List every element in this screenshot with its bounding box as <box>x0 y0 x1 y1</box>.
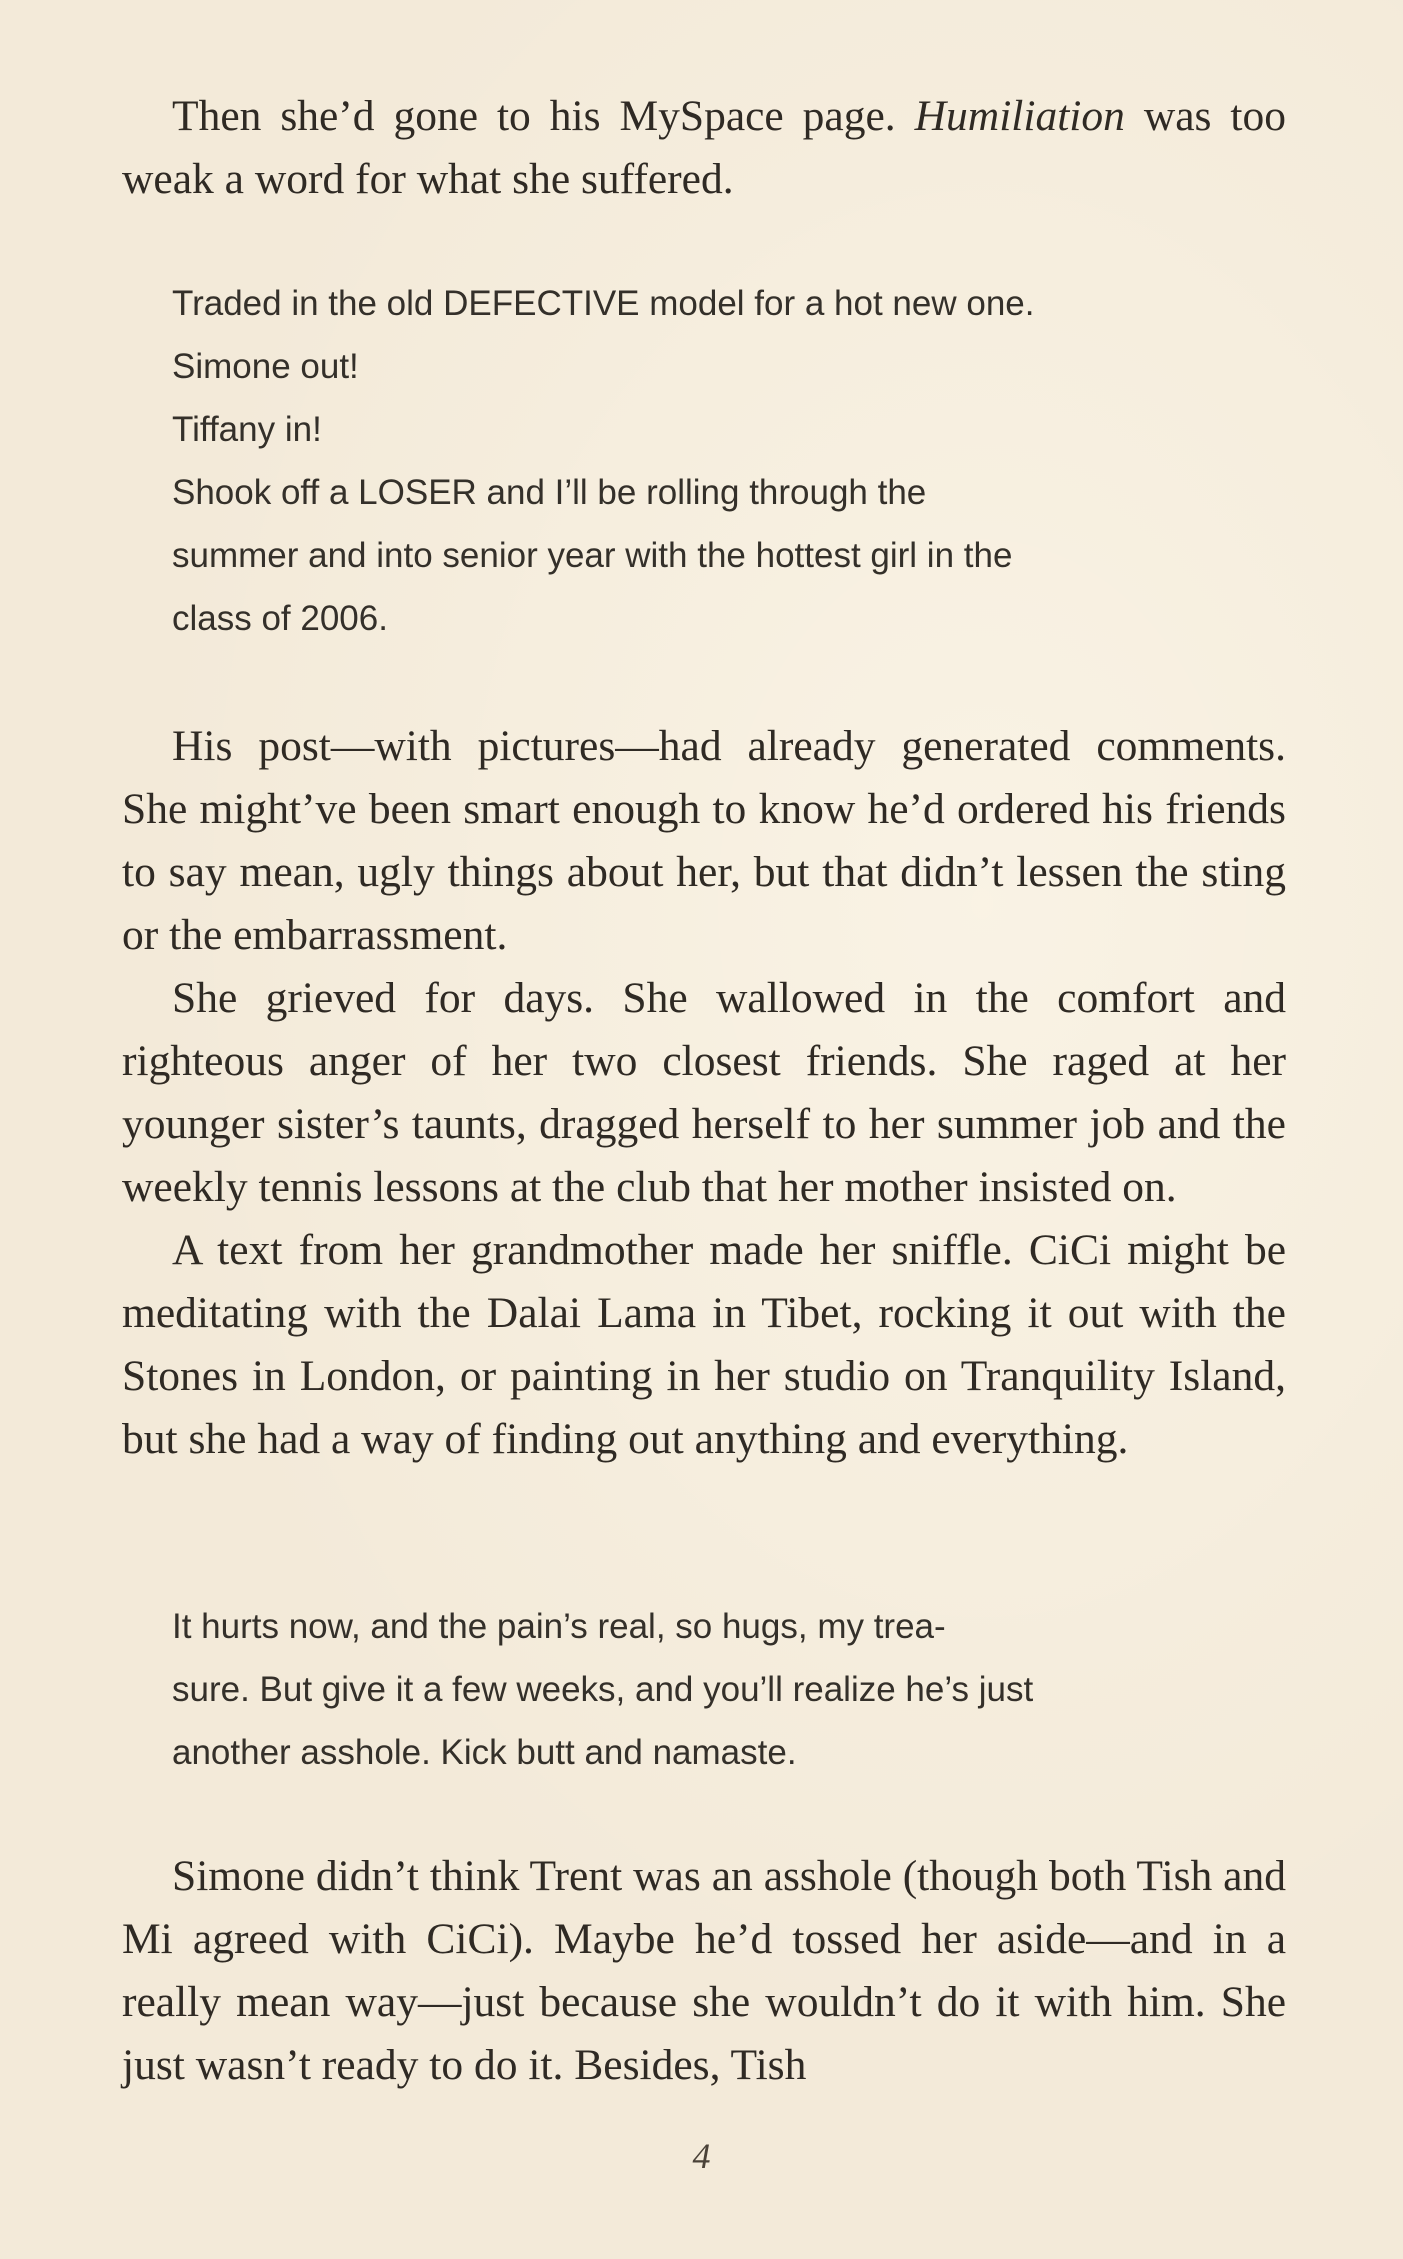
paragraph-comments: His post—with pictures—had already generated comments. She might’ve been smart enough to know he’d ordered his friends to say mean, ugly things about her, but that didn’t lessen the sting or the embarrassment. <box>122 722 1286 959</box>
text-message-line: another asshole. Kick butt and namaste. <box>172 1733 797 1772</box>
paragraph-text: was too weak a word for what she suffered. <box>122 92 1286 203</box>
text-message-line: It hurts now, and the pain’s real, so hugs, my trea- <box>172 1607 946 1646</box>
narrative-block <box>122 715 1286 1471</box>
post-line: Shook off a LOSER and I’ll be rolling through the <box>172 473 927 512</box>
post-line: Simone out! <box>172 347 359 386</box>
paragraph-simone-trent: Simone didn’t think Trent was an asshole (though both Tish and Mi agreed with CiCi). Maybe he’d tossed her aside—and in a really mean way—just because she wouldn’t do it with him. She just wasn’t ready to do it. Besides, Tish <box>122 1852 1286 2089</box>
text-message <box>122 1595 1336 1784</box>
myspace-post <box>122 272 1336 650</box>
paragraph-text: Then she’d gone to his MySpace page. <box>172 92 915 140</box>
post-line: Traded in the old DEFECTIVE model for a hot new one. <box>172 284 1035 323</box>
paragraph-grandmother-text: A text from her grandmother made her sniffle. CiCi might be meditating with the Dalai Lama in Tibet, rocking it out with the Stones in London, or painting in her studio on Tranquility Island, but she had a way of finding out anything and everything. <box>122 1226 1286 1463</box>
paragraph-grieved: She grieved for days. She wallowed in the comfort and righteous anger of her two closest friends. She raged at her younger sister’s taunts, dragged herself to her summer job and the weekly tennis lessons at the club that her mother insisted on. <box>122 974 1286 1211</box>
post-line: Tiffany in! <box>172 410 322 449</box>
emphasis-word: Humiliation <box>914 92 1125 140</box>
text-message-line: sure. But give it a few weeks, and you’ll realize he’s just <box>172 1670 1034 1709</box>
post-line: summer and into senior year with the hottest girl in the <box>172 536 1013 575</box>
page-number: 4 <box>692 2136 711 2176</box>
paragraph-myspace <box>122 85 1286 211</box>
post-line: class of 2006. <box>172 599 388 638</box>
